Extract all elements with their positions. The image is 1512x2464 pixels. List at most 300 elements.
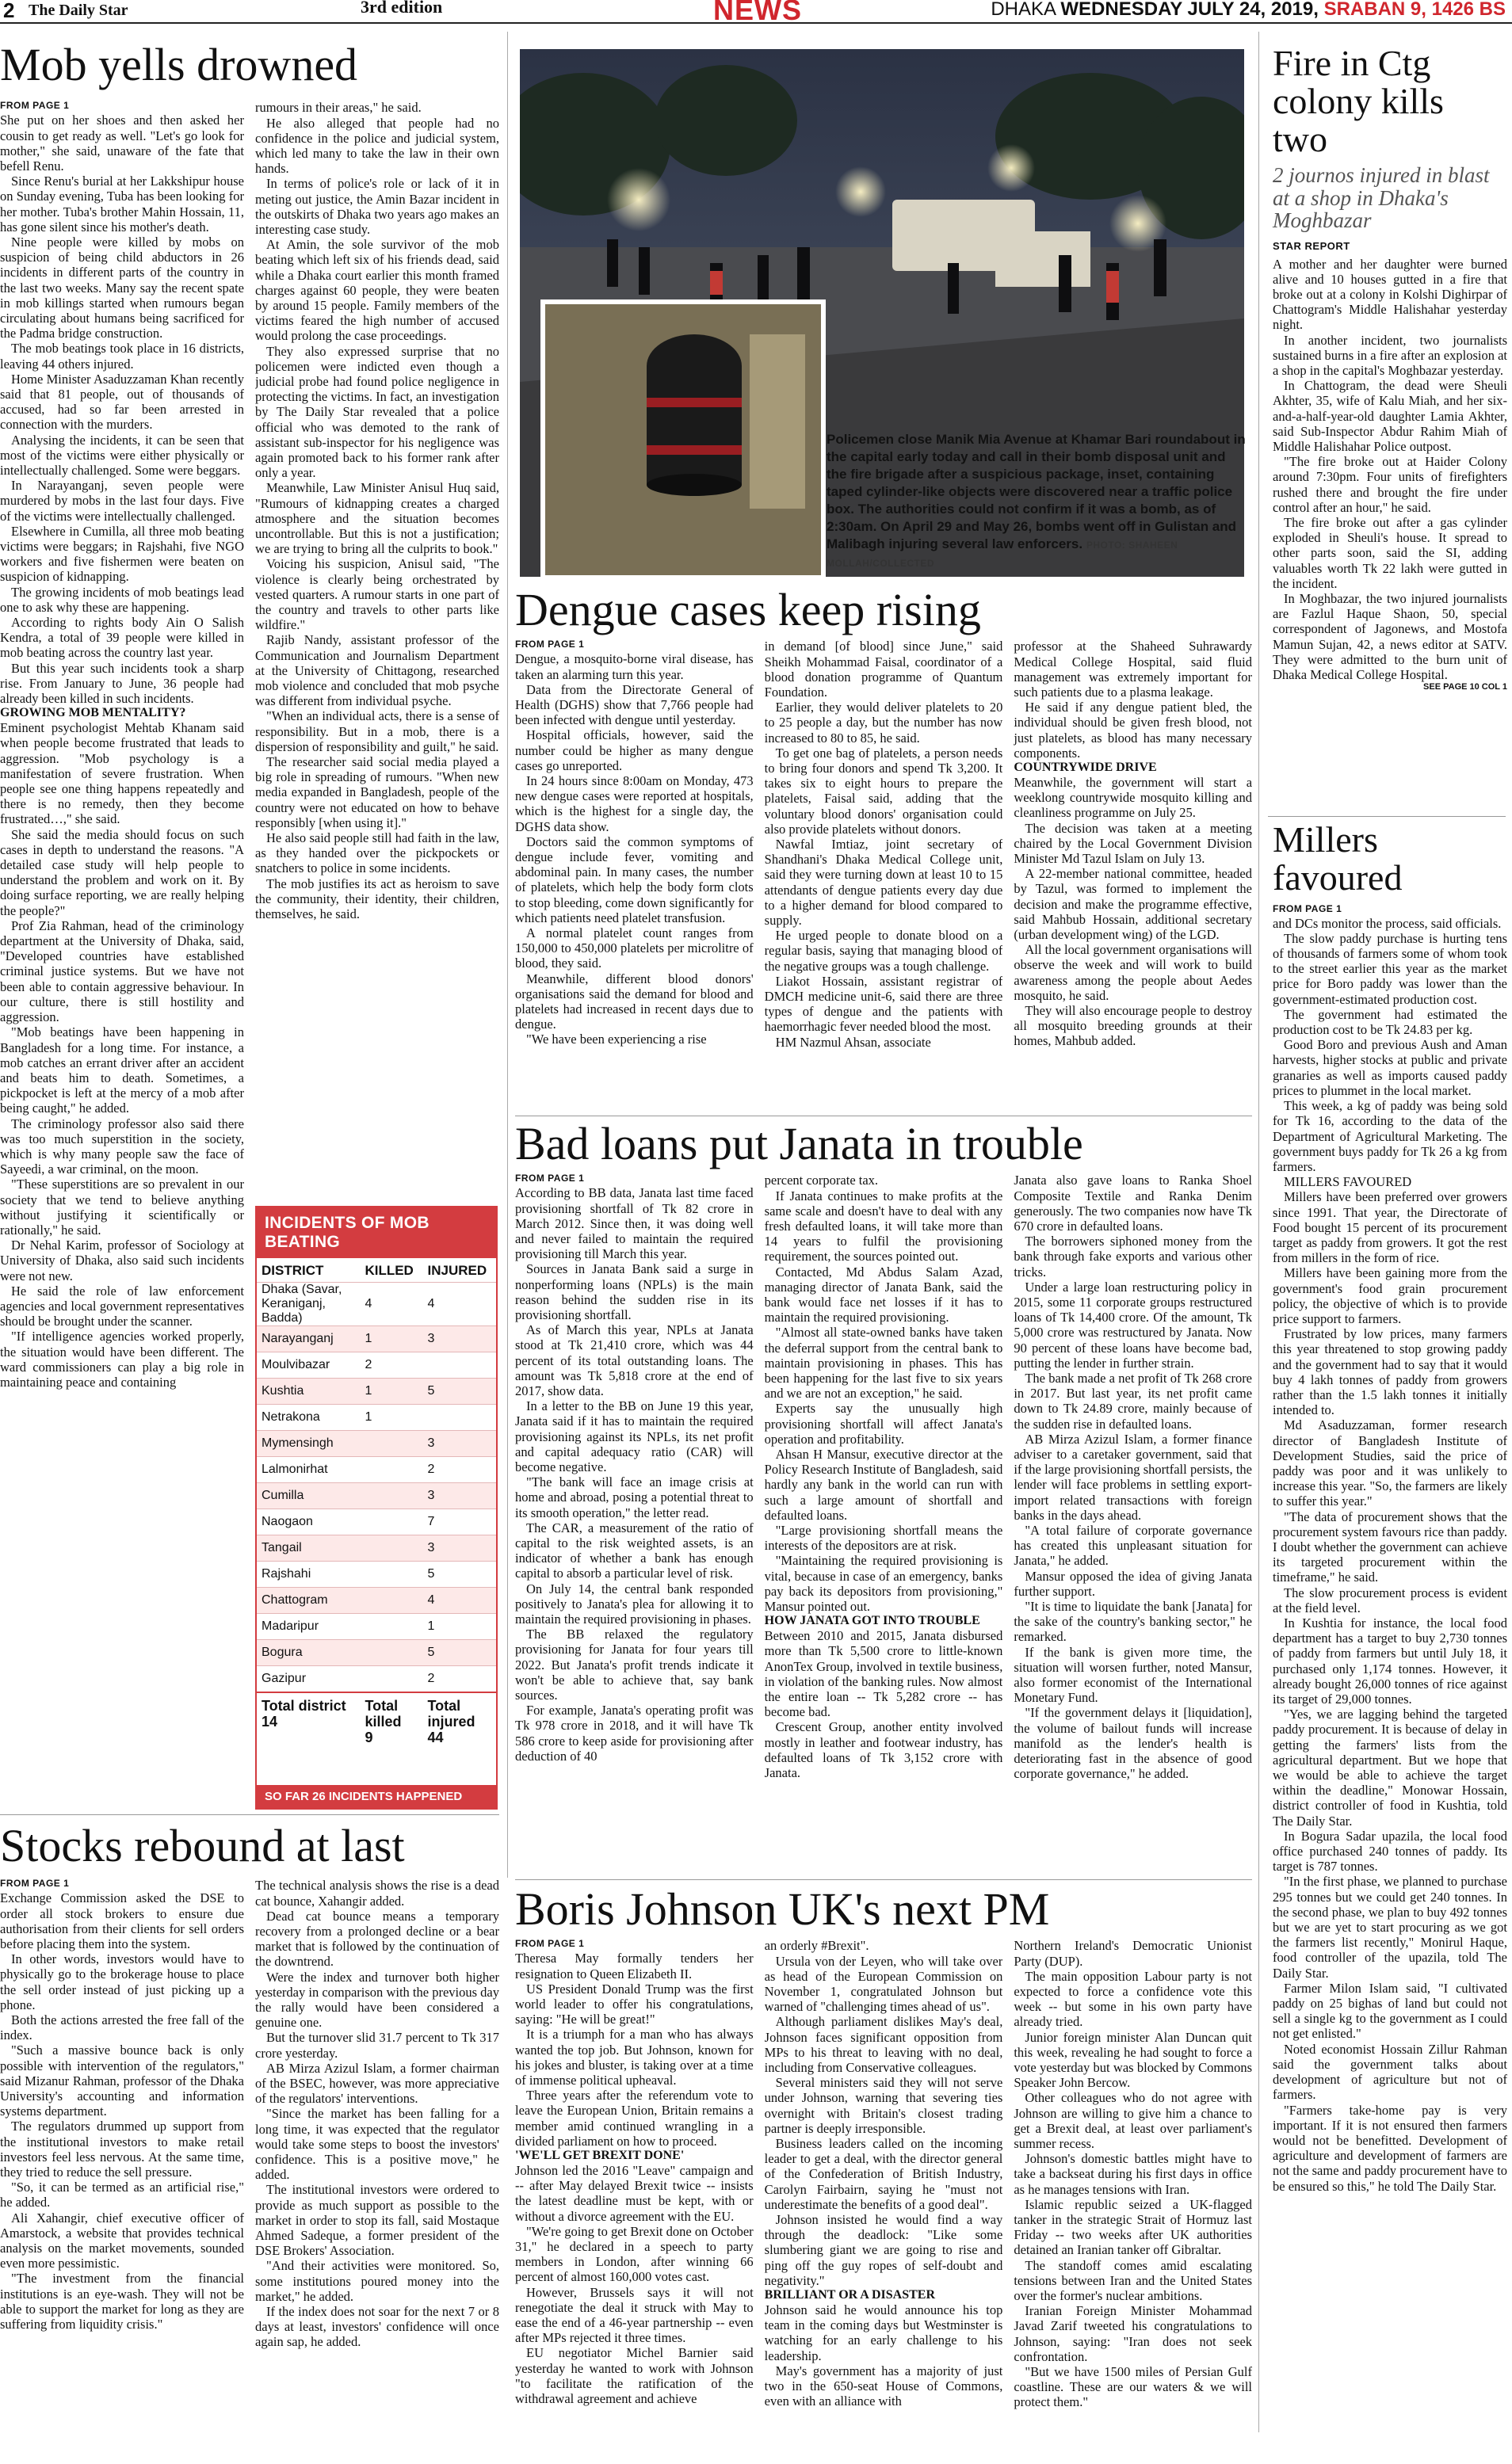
cell-injured: 3	[423, 1326, 496, 1352]
paragraph: Home Minister Asaduzzaman Khan recently said that 81 people, out of thousands of accused, had so far been arrested in connection with the murders.	[0, 371, 244, 433]
paragraph: Mansur opposed the idea of giving Janata further support.	[1014, 1568, 1253, 1599]
paragraph: According to rights body Ain O Salish Kendra, a total of 39 people were killed in mob beating across the country last year.	[0, 615, 244, 661]
paragraph: rumours in their areas," he said.	[255, 100, 422, 116]
paragraph: But the turnover slid 31.7 percent to Tk 317 crore yesterday.	[255, 2030, 499, 2061]
paragraph: "So, it can be termed as an artificial rise," he added.	[0, 2180, 244, 2210]
section-label: NEWS	[713, 0, 802, 26]
story-boris	[515, 1883, 1253, 2437]
boris-col-3-text	[1014, 1938, 1252, 2409]
table-row	[257, 1457, 496, 1483]
boris-col-2b-text	[765, 2302, 1003, 2409]
paragraph: But this year such incidents took a sharp rise. From January to June, 36 people had already been killed in such incidents.	[0, 660, 244, 707]
dateline	[991, 0, 1506, 21]
table-row	[257, 1326, 496, 1352]
paragraph: In Chattogram, the dead were Sheuli Akhter, 35, wife of Kalu Miah, and her six-and-a-half-year-old daughter Lamia Akhter, said Sub-Inspector Abdur Rahim Miah of Middle Halishahar Police outpost.	[1273, 378, 1507, 454]
masthead	[0, 0, 1512, 24]
cell-injured: 5	[423, 1562, 496, 1588]
paragraph: "In the first phase, we planned to purchase 295 tonnes but we could get 240 tonnes. In the second phase, we plan to buy 492 tonnes but we are yet to start procuring as we got the farmers list recently," Monirul Haque, food controller of the upazila, told The Daily Star.	[1273, 1874, 1507, 1981]
paragraph: Contacted, Md Abdus Salam Azad, managing director of Janata Bank, said the bank would face net losses if it has to maintain the required provisioning.	[764, 1264, 1003, 1325]
table-row	[257, 1640, 496, 1666]
paragraph: Dead cat bounce means a temporary recovery from a prolonged decline or a bear market that is followed by the continuation of the downtrend.	[255, 1908, 499, 1970]
dengue-col-1-text	[515, 651, 754, 1047]
paragraph: The standoff comes amid escalating tensions between Iran and the United States over the former's nuclear ambitions.	[1014, 2257, 1253, 2303]
table-row	[257, 1379, 496, 1405]
cell-killed: 1	[360, 1326, 422, 1352]
paragraph: Since Renu's burial at her Lakkshipur house on Sunday evening, Tuba has been looking for her mother. Tuba's brother Mahin Hossain, 11, has gone silent since his mother's death.	[0, 174, 244, 235]
paragraph: On July 14, the central bank responded positively to Janata's plea for allowing it to maintain the required provisioning in phases.	[515, 1581, 754, 1627]
paragraph: Other colleagues who do not agree with Johnson are willing to give him a chance to get a Brexit deal, at least over parliament's summer recess.	[1014, 2090, 1253, 2151]
paragraph: Although parliament dislikes May's deal, Johnson faces significant opposition from MPs to his threat to leaving with no deal, including from Conservative colleagues.	[764, 2014, 1003, 2075]
column-rule	[1258, 32, 1259, 2432]
cell-injured: 2	[423, 1666, 496, 1693]
paragraph: Theresa May formally tenders her resignation to Queen Elizabeth II.	[515, 1951, 754, 1981]
paragraph: Farmer Milon Islam said, "I cultivated paddy on 25 bighas of land but could not sell a single kg to the government as I could not get enlisted."	[1273, 1980, 1507, 2042]
paragraph: The slow procurement process is evident at the field level.	[1273, 1585, 1507, 1615]
from-page-label: FROM PAGE 1	[515, 639, 585, 650]
cell-district: Cumilla	[257, 1483, 360, 1509]
mob-subhead: GROWING MOB MENTALITY?	[0, 706, 186, 720]
paragraph: "Such a massive bounce back is only possible with intervention of the regulators," said Mizanur Rahman, professor of the Dhaka University's accounting and information systems department.	[0, 2043, 244, 2119]
paragraph: This week, a kg of paddy was being sold for Tk 16, according to the data of the Department of Agricultural Marketing. The government buys paddy for Tk 26 a kg from farmers.	[1273, 1098, 1507, 1174]
paragraph: "If the government delays it [liquidation], the volume of bailout funds will increase manifold as the lender's health is deteriorating fast in the absence of good corporate governance," he added.	[1014, 1705, 1253, 1782]
paragraph: "We're going to get Brexit done on October 31," he declared in a speech to party members in London, after winning 66 percent of almost 160,000 votes cast.	[515, 2223, 754, 2285]
paragraph: Johnson's domestic battles might have to take a backseat during his first days in office as he manages tensions with Iran.	[1014, 2151, 1253, 2197]
paragraph: Meanwhile, Law Minister Anisul Huq said, "Rumours of kidnapping creates a charged atmosphere and the situation becomes uncontrollable. But this is not a justification; we are trying to bring all the culprits to book."	[255, 480, 499, 557]
table-row	[257, 1666, 496, 1693]
paragraph: If Janata continues to make profits at the same scale and doesn't have to deal with any fresh defaulted loans, it will take more than 14 years to fulfil the provisioning requirement, the sources pointed out.	[764, 1188, 1003, 1264]
headline-loans: Bad loans put Janata in trouble	[515, 1118, 1083, 1169]
cell-killed	[360, 1666, 422, 1693]
paragraph: The researcher said social media played a big role in spreading of rumours. "When new media expanded in Bangladesh, people of the country were not educated on how to behave responsibly [when using it]."	[255, 754, 499, 830]
paragraph: In other words, investors would have to physically go to the brokerage house to place the sell order instead of just picking up a phone.	[0, 1951, 244, 2012]
boris-col-2	[765, 1938, 1003, 2429]
cell-injured: 4	[423, 1588, 496, 1614]
paragraph: "Large provisioning shortfall means the interests of the depositors are at risk.	[764, 1522, 1003, 1554]
paragraph: They will also encourage people to destroy all mosquito breeding grounds at their homes, Mahbub added.	[1014, 1002, 1253, 1049]
paragraph: Rajib Nandy, assistant professor of the Communication and Journalism Department at the University of Chittagong, researched mob violence and concluded that mob psyche was different from individual psyche.	[255, 632, 499, 709]
paragraph: Were the index and turnover both higher yesterday in comparison with the previous day the rally would have been considered a genuine one.	[255, 1969, 499, 2031]
paragraph: According to BB data, Janata last time faced provisioning shortfall of Tk 82 crore in March 2012. Since then, it was doing well and never failed to maintain the required provisioning till March this year.	[515, 1185, 754, 1262]
paragraph: In terms of police's role or lack of it in meting out justice, the Amin Bazar incident in the outskirts of Dhaka two years ago makes an interesting case study.	[255, 176, 499, 237]
paragraph: Ahsan H Mansur, executive director at the Policy Research Institute of Bangladesh, said hardly any bank in the world can run with such a large amount of shortfall and defaulted loans.	[764, 1446, 1003, 1523]
cell-injured: 5	[423, 1379, 496, 1405]
paragraph: Three years after the referendum vote to leave the European Union, Britain remains a member amid continued wrangling in a divided parliament on how to proceed.	[515, 2088, 754, 2149]
section-rule	[515, 1879, 1252, 1880]
photo-credit: PHOTO: SHAHEEN MOLLAH/COLLECTED	[827, 540, 1178, 569]
infobox-title: INCIDENTS OF MOB BEATING	[257, 1207, 496, 1258]
cell-district: Gazipur	[257, 1666, 360, 1693]
paragraph: AB Mirza Azizul Islam, a former finance adviser to a caretaker government, said that if the large provisioning shortfall persists, the lender will face problems in settling export-import related transactions with foreign banks in the days ahead.	[1014, 1431, 1253, 1523]
paragraph: Under a large loan restructuring policy in 2015, some 11 corporate groups restructured loans of Tk 14,400 crore. Of the amount, Tk 5,000 crore was restructured by Janata. Now 90 percent of these loans have become bad, putting the lender in further strain.	[1014, 1279, 1253, 1371]
table-row	[257, 1283, 496, 1326]
cell-injured: 4	[423, 1283, 496, 1326]
paragraph: In 24 hours since 8:00am on Monday, 473 new dengue cases were reported at hospitals, which is the highest for a single day, the DGHS data show.	[515, 772, 754, 834]
paragraph: He said the role of law enforcement agencies and local government representatives should be brought under the scanner.	[0, 1283, 244, 1329]
paragraph: The growing incidents of mob beatings lead one to ask why these are happening.	[0, 584, 244, 615]
stocks-col-1-text	[0, 1890, 244, 2332]
paragraph: The institutional investors were ordered to provide as much support as possible to the market in order to stop its fall, said Mostaque Ahmed Sadeque, a former president of the DSE Brokers' Association.	[255, 2182, 499, 2259]
cell-killed: 1	[360, 1379, 422, 1405]
paragraph: Both the actions arrested the free fall of the index.	[0, 2012, 244, 2043]
dengue-col-2-text	[765, 639, 1003, 1049]
table-row	[257, 1614, 496, 1640]
story-millers	[1273, 821, 1507, 2437]
cell-killed	[360, 1483, 422, 1509]
total-district: Total district 14	[257, 1692, 360, 1745]
total-killed: Total killed 9	[360, 1692, 422, 1745]
paragraph: an orderly #Brexit".	[764, 1938, 869, 1954]
table-row	[257, 1588, 496, 1614]
dengue-col-2	[765, 639, 1003, 1101]
paragraph: For example, Janata's operating profit was Tk 978 crore in 2018, and it will have Tk 586 crore to keep aside for provisioning after deduction of 40	[515, 1703, 754, 1764]
paragraph: "We have been experiencing a rise	[526, 1032, 707, 1047]
headline-fire: Fire in Ctg colony kills two	[1273, 43, 1444, 159]
incidents-table	[257, 1258, 496, 1745]
cell-district: Madaripur	[257, 1614, 360, 1640]
paragraph: As of March this year, NPLs at Janata stood at Tk 21,410 crore, which was 44 percent of its total outstanding loans. The amount was Tk 5,818 crore at the end of 2017, show data.	[515, 1322, 754, 1398]
boris-subhead-1: 'WE'LL GET BREXIT DONE'	[515, 2148, 685, 2162]
paragraph: Analysing the incidents, it can be seen that most of the victims were either physically or intellectually challenged. Some were beggars.	[0, 432, 244, 478]
from-page-label: FROM PAGE 1	[515, 1173, 585, 1184]
loans-col-1-text	[515, 1185, 754, 1764]
paragraph: AB Mirza Azizul Islam, a former chairman of the BSEC, however, was more appreciative of the regulators' interventions.	[255, 2060, 499, 2107]
cell-district: Naogaon	[257, 1509, 360, 1535]
paragraph: In Bogura Sadar upazila, the local food office purchased 240 tonnes of paddy. Its target is 787 tonnes.	[1273, 1828, 1507, 1875]
paragraph: "Mob beatings have been happening in Bangladesh for a long time. For instance, a mob catches an errant driver after an accident and beats him to death. Sometimes, a pickpocket is left at the mercy of a mob after being caught," he added.	[0, 1024, 244, 1116]
paragraph: Nine people were killed by mobs on suspicion of being child abductors in 26 incidents in different parts of the country in the last two weeks. Many say the recent spate in mob killings started when rumours began circulating about humans being sacrificed for the Padma bridge construction.	[0, 234, 244, 341]
paragraph: If the bank is given more time, the situation will worsen further, noted Mansur, also former economist of the International Monetary Fund.	[1014, 1644, 1253, 1706]
cell-district: Tangail	[257, 1535, 360, 1562]
paragraph: The mob justifies its act as heroism to save the community, their identity, their children, themselves, he said.	[255, 875, 499, 922]
dengue-col-3b-text	[1014, 775, 1252, 1049]
paragraph: Millers have been preferred over growers since 1991. That year, the Directorate of Food bought 15 percent of its procurement target as paddy from growers. It got the rest from millers in the form of rice.	[1273, 1189, 1507, 1266]
paragraph: The CAR, a measurement of the ratio of capital to the risk weighted assets, is an indicator of whether a bank has enough capital to absorb a particular level of risk.	[515, 1520, 754, 1581]
cell-district: Netrakona	[257, 1405, 360, 1431]
dengue-col-3	[1014, 639, 1252, 1101]
stocks-col-1	[0, 1878, 244, 2432]
paragraph: The regulators drummed up support from the institutional investors to make retail investors feel less nervous. At the same time, they tried to reduce the sell pressure.	[0, 2119, 244, 2180]
boris-col-1	[515, 1938, 754, 2429]
paragraph: A normal platelet count ranges from 150,000 to 450,000 platelets per microlitre of blood, they said.	[515, 925, 754, 971]
paragraph: At Amin, the sole survivor of the mob beating which left six of his friends dead, said while a Dhaka court earlier this month framed charges against 60 people, they were beaten by around 15 people. Family members of the victims feared the high number of accused would prolong the case proceedings.	[255, 237, 499, 344]
paragraph: The main opposition Labour party is not expected to force a confidence vote this week -- but some in his own party have already tried.	[1014, 1968, 1253, 2030]
paragraph: Sources in Janata Bank said a surge in nonperforming loans (NPLs) is the main reason behind the sudden rise in its provisioning shortfall.	[515, 1261, 754, 1322]
paragraph: Johnson said he would announce his top team in the coming days but Westminster is watching for an early challenge to his leadership.	[764, 2302, 1003, 2363]
paragraph: Earlier, they would deliver platelets to 20 to 25 people a day, but the number has now increased to 80 to 85, he said.	[764, 700, 1003, 746]
table-row	[257, 1535, 496, 1562]
dengue-col-1	[515, 639, 754, 1101]
paragraph: Islamic republic seized a UK-flagged tanker in the strategic Strait of Hormuz last Friday -- two weeks after UK authorities detained an Iranian tanker off Gibraltar.	[1014, 2196, 1253, 2258]
cell-injured: 2	[423, 1457, 496, 1483]
paragraph: Johnson led the 2016 "Leave" campaign and -- after May delayed Brexit twice -- insists the latest deadline must be kept, with or without a divorce agreement with the EU.	[515, 2162, 754, 2224]
paragraph: Liakot Hossain, assistant registrar of DMCH medicine unit-6, said there are three types of dengue and the patients with haemorrhagic fever needed blood the most.	[764, 973, 1003, 1035]
paragraph: EU negotiator Michel Barnier said yesterday he wanted to work with Johnson "to facilitate the ratification of the withdrawal agreement and achieve	[515, 2345, 754, 2406]
paragraph: If the index does not soar for the next 7 or 8 days at least, investors' confidence will once again sap, he added.	[255, 2304, 499, 2350]
dateline-bangla: SRABAN 9, 1426 BS	[1323, 0, 1506, 20]
headline-mob: Mob yells drowned	[0, 39, 358, 90]
story-fire	[1273, 44, 1507, 813]
infobox-footer: SO FAR 26 INCIDENTS HAPPENED	[257, 1785, 496, 1808]
cell-injured	[423, 1352, 496, 1379]
cell-district: Bogura	[257, 1640, 360, 1666]
millers-col	[1273, 903, 1507, 2464]
cell-district: Chattogram	[257, 1588, 360, 1614]
paragraph: Johnson insisted he would find a way through the deadlock: "Like some slumbering giant we are going to rise and ping off the guy ropes of self-doubt and negativity."	[764, 2211, 1003, 2288]
paragraph: Dr Nehal Karim, professor of Sociology at University of Dhaka, also said such incidents were not new.	[0, 1238, 244, 1283]
paragraph: In another incident, two journalists sustained burns in a fire after an explosion at a shop in the capital's Moghbazar yesterday.	[1273, 332, 1507, 378]
col-header-district: DISTRICT	[262, 1263, 324, 1278]
loans-col-3-text	[1014, 1173, 1252, 1781]
paragraph: However, Brussels says it will not renegotiate the deal it struck with May to ease the end of a 46-year partnership -- even after MPs rejected it three times.	[515, 2284, 754, 2346]
cell-killed	[360, 1457, 422, 1483]
paragraph: "Farmers take-home pay is very important. If it is not ensured then farmers would not be benefitted. Development of agriculture and development of farmers are not the same and paddy procurement have to be ensured so this," he told The Daily Star.	[1273, 2102, 1507, 2194]
paragraph: Prof Zia Rahman, head of the criminology department at the University of Dhaka, said, "Developed countries have established criminal justice systems. But we have not been able to contain aggressive behaviour. In our culture, there is still hostility and aggression.	[0, 917, 244, 1025]
total-injured: Total injured 44	[423, 1692, 496, 1745]
boris-col-1-text	[515, 1951, 754, 2149]
cell-district: Moulvibazar	[257, 1352, 360, 1379]
table-row	[257, 1352, 496, 1379]
boris-col-1b-text	[515, 2163, 754, 2406]
paragraph: A mother and her daughter were burned alive and 10 houses gutted in a fire that broke out at a colony in Kolshi Dighirpar of Chattogram's Middle Halishahar yesterday night.	[1273, 256, 1507, 333]
paragraph: Exchange Commission asked the DSE to order all stock brokers to ensure due authorisation from their clients for sell orders before placing them into the system.	[0, 1890, 244, 1951]
paragraph: US President Donald Trump was the first world leader to offer his congratulations, saying: "He will be great!"	[515, 1981, 754, 2027]
cell-district: Rajshahi	[257, 1562, 360, 1588]
section-rule	[1268, 816, 1506, 817]
from-page-label: FROM PAGE 1	[515, 1938, 585, 1950]
paragraph: All the local government organisations will observe the week and will work to build awareness among the people about Aedes mosquito, he said.	[1014, 942, 1253, 1003]
mob-col-1b-text	[0, 720, 244, 1390]
cell-killed	[360, 1640, 422, 1666]
cell-district: Lalmonirhat	[257, 1457, 360, 1483]
paragraph: To get one bag of platelets, a person needs to bring four donors and spend Tk 3,200. It takes six to eight hours to prepare the platelets, Faisal said, adding that the voluntary blood donors' organisation could also provide platelets without donors.	[764, 745, 1003, 837]
paragraph: Good Boro and previous Aush and Aman harvests, higher stocks at public and private granaries as well as imports caused paddy prices to plummet in the local market.	[1273, 1037, 1507, 1098]
dek-fire: 2 journos injured in blast at a shop in Dhaka's Moghbazar	[1273, 163, 1490, 233]
paragraph: The technical analysis shows the rise is a dead cat bounce, Xahangir added.	[255, 1878, 499, 1909]
paragraph: "The investment from the financial institutions is an eye-wash. They will not be able to support the market for long as they are suffering from liquidity crisis."	[0, 2271, 244, 2332]
table-row	[257, 1483, 496, 1509]
paragraph: Voicing his suspicion, Anisul said, "The violence is clearly being orchestrated by vested quarters. A rumour starts in one part of the country and travels to other parts like wildfire."	[255, 556, 499, 633]
cell-killed	[360, 1562, 422, 1588]
paragraph: Crescent Group, another entity involved mostly in leather and footwear industry, has defaulted loans of Tk 3,152 crore with Janata.	[764, 1719, 1003, 1781]
paragraph: "When an individual acts, there is a sense of responsibility. But in a mob, there is a dispersion of responsibility and guilt," he said.	[255, 708, 499, 754]
from-page-label: FROM PAGE 1	[0, 1878, 70, 1890]
paragraph: "But we have 1500 miles of Persian Gulf coastline. These are our waters & we will protect them."	[1014, 2364, 1253, 2410]
headline-boris: Boris Johnson UK's next PM	[515, 1883, 1050, 1935]
paragraph: Experts say the unusually high provisioning shortfall will affect Janata's operation and profitability.	[764, 1401, 1003, 1447]
cell-district: Kushtia	[257, 1379, 360, 1405]
paragraph: Md Asaduzzaman, former research director of Bangladesh Institute of Development Studies, said the price of paddy was poor and it was unlikely to increase this year. "So, the farmers are likely to suffer this year."	[1273, 1417, 1507, 1509]
paragraph: The fire broke out after a gas cylinder exploded in Sheuli's house. It spread to other parts soon, said the SI, adding valuables worth Tk 22 lakh were gutted in the incident.	[1273, 514, 1507, 591]
paragraph: "The bank will face an image crisis at home and abroad, posing a potential threat to its smooth operation," the letter read.	[515, 1474, 754, 1520]
loans-col-3	[1014, 1173, 1252, 1867]
millers-text	[1273, 916, 1507, 2194]
fire-text	[1273, 257, 1507, 683]
section-rule	[0, 1814, 499, 1815]
paragraph: Business leaders called on the incoming leader to get a deal, with the director general of the Confederation of British Industry, Carolyn Fairbairn, saying he "must not underestimate the benefits of a good deal".	[764, 2135, 1003, 2212]
paragraph: "And their activities were monitored. So, some institutions poured money into the market," he added.	[255, 2258, 499, 2304]
paragraph: Iranian Foreign Minister Mohammad Javad Zarif tweeted his congratulations to Johnson, saying: "Iran does not seek confrontation.	[1014, 2303, 1253, 2364]
cell-killed	[360, 1614, 422, 1640]
paragraph: "Since the market has been falling for a long time, it was expected that the regulator would take some steps to boost the investors' confidence. This is a positive move," he added.	[255, 2106, 499, 2183]
loans-col-2b-text	[765, 1628, 1003, 1780]
paragraph: and DCs monitor the process, said officials.	[1273, 915, 1502, 931]
paragraph: percent corporate tax.	[764, 1173, 879, 1188]
paragraph: Between 2010 and 2015, Janata disbursed more than Tk 5,500 crore to little-known AnonTex Group, involved in textile business, in violation of the banking rules. Now almost the entire loan -- Tk 5,282 crore -- has become bad.	[764, 1628, 1003, 1720]
totals-row	[257, 1692, 496, 1745]
cell-district: Mymensingh	[257, 1431, 360, 1457]
paragraph: The BB relaxed the regulatory provisioning for Janata for four years till 2022. But Janata's profit trends indicate it won't be able to achieve that, say bank sources.	[515, 1627, 754, 1703]
paragraph: Data from the Directorate General of Health (DGHS) show that 7,766 people had been infected with dengue until yesterday.	[515, 681, 754, 728]
cell-killed	[360, 1509, 422, 1535]
paragraph: professor at the Shaheed Suhrawardy Medical College Hospital, said fluid management was extremely important for such patients due to a plasma leakage.	[1014, 639, 1253, 700]
col-header-killed: KILLED	[365, 1263, 414, 1278]
paragraph: "Almost all state-owned banks have taken the deferral support from the central bank to maintain provisioning in phases. This has been happening for the last five to six years and we are not an exception," he said.	[764, 1325, 1003, 1402]
cell-injured: 5	[423, 1640, 496, 1666]
boris-subhead-2: BRILLIANT OR A DISASTER	[764, 2287, 936, 2302]
paragraph: "Maintaining the required provisioning is vital, because in case of an emergency, banks pay back its depositors from provisioning," Mansur pointed out.	[764, 1553, 1003, 1614]
paragraph: Frustrated by low prices, many farmers this year threatened to stop growing paddy and the government had to say that it would buy 4 lakh tonnes of paddy from growers rather than the 1.5 lakh tonnes it initially intended to.	[1273, 1326, 1507, 1418]
paragraph: It is a triumph for a man who has always wanted the top job. But Johnson, known for his jokes and bluster, is taking over at a time of immense political upheaval.	[515, 2027, 754, 2088]
cell-district: Dhaka (Savar, Keraniganj, Badda)	[257, 1283, 360, 1326]
paragraph: HM Nazmul Ahsan, associate	[775, 1034, 931, 1050]
paragraph: Elsewhere in Cumilla, all three mob beating victims were beggars; in Rajshahi, five NGO workers and five fishermen were beaten on suspicion of kidnapping.	[0, 523, 244, 585]
cell-killed	[360, 1535, 422, 1562]
cell-injured: 3	[423, 1483, 496, 1509]
paragraph: Northern Ireland's Democratic Unionist Party (DUP).	[1014, 1938, 1253, 1969]
photo-caption	[827, 431, 1247, 572]
cell-killed: 2	[360, 1352, 422, 1379]
paragraph: "The data of procurement shows that the procurement system favours rice than paddy. I doubt whether the government can achieve its targeted procurement within the timeframe," he said.	[1273, 1509, 1507, 1585]
col-header-injured: INJURED	[427, 1263, 487, 1278]
story-dengue	[515, 586, 1252, 1109]
loans-col-1	[515, 1173, 754, 1867]
dateline-city: DHAKA	[991, 0, 1056, 20]
paragraph: Hospital officials, however, said the number could be higher as many dengue cases go unreported.	[515, 727, 754, 773]
paragraph: The slow paddy purchase is hurting tens of thousands of farmers some of whom took to the street earlier this year as the market price for Boro paddy was lower than the government-estimated production cost.	[1273, 930, 1507, 1007]
paragraph: She put on her shoes and then asked her cousin to get ready as well. "Let's go look for mother," she said, unaware of the fate that befell Renu.	[0, 113, 244, 174]
paragraph: MILLERS FAVOURED	[1284, 1174, 1412, 1190]
paragraph: "These superstitions are so prevalent in our society that we tend to believe anything without justifying it scientifically or rationally," he said.	[0, 1177, 244, 1238]
paragraph: "A total failure of corporate governance has created this unpleasant situation for Janata," he added.	[1014, 1522, 1253, 1569]
cell-district: Narayanganj	[257, 1326, 360, 1352]
paragraph: They also expressed surprise that no policemen were indicted even though a judicial probe had found police negligence in protecting the victims. In fact, an investigation by The Daily Star revealed that a police official who was demoted to the rank of assistant sub-inspector for his negligence was again promoted back to his former rank after only a year.	[255, 343, 499, 481]
paragraph: The borrowers siphoned money from the bank through fake exports and various other tricks.	[1014, 1234, 1253, 1280]
dengue-subhead: COUNTRYWIDE DRIVE	[1014, 760, 1157, 774]
paragraph: The bank made a net profit of Tk 268 crore in 2017. But last year, its net profit came down to Tk 24.89 crore, mainly because of the sudden rise in defaulted loans.	[1014, 1370, 1253, 1432]
paragraph: The government had estimated the production cost to be Tk 24.83 per kg.	[1273, 1006, 1507, 1038]
paragraph: Dengue, a mosquito-borne viral disease, has taken an alarming turn this year.	[515, 651, 754, 682]
cell-killed	[360, 1431, 422, 1457]
paragraph: Ursula von der Leyen, who will take over as head of the European Commission on November 1, congratulated Johnson but warned of "challenging times ahead of us".	[764, 1953, 1003, 2015]
mob-col-2-text	[255, 100, 499, 921]
table-row	[257, 1431, 496, 1457]
headline-dengue: Dengue cases keep rising	[515, 584, 981, 635]
edition-label: 3rd edition	[361, 0, 443, 17]
byline-fire: STAR REPORT	[1273, 239, 1350, 252]
cell-injured: 3	[423, 1535, 496, 1562]
paragraph: "If intelligence agencies worked properly, the situation would have been different. The ward commissioners can play a big role in maintaining peace and containing	[0, 1329, 244, 1390]
paragraph: The decision was taken at a meeting chaired by the Local Government Division Minister Md Tazul Islam on July 13.	[1014, 820, 1253, 866]
paragraph: Ali Xahangir, chief executive officer of Amarstock, a website that provides technical analysis on the market movements, sounded even more pessimistic.	[0, 2210, 244, 2271]
paragraph: A 22-member national committee, headed by Tazul, was formed to implement the decision and make the programme effective, said Mahbub Hossain, additional secretary (urban development wing) of the LGD.	[1014, 866, 1253, 942]
mob-col-1-text	[0, 113, 244, 706]
cell-killed	[360, 1588, 422, 1614]
table-row	[257, 1562, 496, 1588]
mob-col-1	[0, 100, 244, 1802]
paragraph: Several ministers said they will not serve under Johnson, warning that severing ties overnight with Britain's closest trading partner is deeply irresponsible.	[764, 2075, 1003, 2136]
dengue-col-3-text	[1014, 639, 1252, 761]
headline-stocks: Stocks rebound at last	[0, 1820, 405, 1871]
loans-col-2	[765, 1173, 1003, 1867]
dateline-date: WEDNESDAY JULY 24, 2019,	[1060, 0, 1319, 20]
paragraph: He also alleged that people had no confidence in the police and judicial system, which led many to take the law in their own hands.	[255, 115, 499, 177]
cell-injured: 7	[423, 1509, 496, 1535]
paragraph: Millers have been gaining more from the government's food grain procurement policy, the objective of which is to provide price support to farmers.	[1273, 1265, 1507, 1326]
paragraph: Eminent psychologist Mehtab Khanam said when people become frustrated that leads to aggression. "Mob psychology is a manifestation of severe frustration. When people see one thing happens repeatedly and there is no remedy, then they become frustrated…," she said.	[0, 720, 244, 827]
paragraph: Meanwhile, the government will start a weeklong countrywide mosquito killing and cleanliness programme on July 25.	[1014, 774, 1253, 821]
jump-line: SEE PAGE 10 COL 1	[1423, 682, 1507, 692]
cell-killed: 4	[360, 1283, 422, 1326]
column-rule	[507, 32, 508, 1878]
fire-col	[1273, 257, 1507, 811]
paragraph: The criminology professor also said there was too much superstition in the society, which is why many people saw the face of Sayeedi, a war criminal, on the moon.	[0, 1116, 244, 1177]
story-stocks	[0, 1822, 499, 2437]
paragraph: The mob beatings took place in 16 districts, leaving 44 others injured.	[0, 341, 244, 372]
cell-injured: 3	[423, 1431, 496, 1457]
paragraph: Junior foreign minister Alan Duncan quit this week, revealing he had sought to force a vote yesterday but was blocked by Commons Speaker John Bercow.	[1014, 2029, 1253, 2091]
mob-col-2	[255, 100, 499, 1177]
paper-name: The Daily Star	[29, 2, 128, 19]
paragraph: Janata also gave loans to Ranka Shoel Composite Textile and Ranka Denim generously. The two companies now have Tk 670 crore in defaulted loans.	[1014, 1173, 1253, 1234]
paragraph: Meanwhile, different blood donors' organisations said the demand for blood and platelets had increased in recent days due to dengue.	[515, 971, 754, 1032]
loans-subhead: HOW JANATA GOT INTO TROUBLE	[764, 1614, 980, 1628]
paragraph: May's government has a majority of just two in the 650-seat House of Commons, even with an alliance with	[764, 2363, 1003, 2409]
loans-col-2-text	[765, 1173, 1003, 1614]
paragraph: "It is time to liquidate the bank [Janata] for the sake of the country's banking sector," he remarked.	[1014, 1599, 1253, 1645]
paragraph: In Moghbazar, the two injured journalists are Fazlul Haque Shaon, 50, special correspondent of Jagonews, and Mostofa Mamun Sujan, 42, a news editor at SATV. They were admitted to the burn unit of Dhaka Medical College Hospital.	[1273, 590, 1507, 682]
paragraph: In a letter to the BB on June 19 this year, Janata said if it has to maintain the required provisioning against its NPLs, its net profit and capital adequacy ratio (CAR) will become negative.	[515, 1398, 754, 1474]
boris-col-2-text	[765, 1938, 1003, 2288]
paragraph: "The fire broke out at Haider Colony around 7:30pm. Four units of firefighters rushed there and brought the fire under control after an hour," he said.	[1273, 454, 1507, 515]
paragraph: In Narayanganj, seven people were murdered by mobs in the last four days. Five of the victims were intellectually challenged.	[0, 478, 244, 524]
paragraph: Doctors said the common symptoms of dengue include fever, vomiting and abdominal pain. In many cases, the number of platelets, which help the body form clots to stop bleeding, come down significantly for which patients need platelet transfusion.	[515, 833, 754, 925]
cell-injured	[423, 1405, 496, 1431]
from-page-label: FROM PAGE 1	[1273, 902, 1342, 914]
paragraph: Noted economist Hossain Zillur Rahman said the government talks about development of agriculture but not of farmers.	[1273, 2041, 1507, 2103]
paragraph: She said the media should focus on such cases in depth to understand the reasons. "A detailed case study will help people to understand the problem and work on it. By doing surface reporting, we are really helping the people?"	[0, 826, 244, 918]
paragraph: He urged people to donate blood on a regular basis, saying that managing blood of the negative groups was a tough challenge.	[764, 928, 1003, 974]
mob-incidents-table	[255, 1206, 498, 1810]
paragraph: "Yes, we are lagging behind the targeted paddy procurement. It is because of delay in getting the farmers' lists from the agricultural department. But we hope that we would be able to achieve the target within the deadline," Monowar Hossain, district controller of food in Kushtia, told The Daily Star.	[1273, 1707, 1507, 1829]
paragraph: in demand [of blood] since June," said Sheikh Mohammad Faisal, coordinator of a blood donation programme of Quantum Foundation.	[764, 639, 1003, 700]
stocks-col-2-text	[255, 1878, 499, 2349]
caption-text: Policemen close Manik Mia Avenue at Khamar Bari roundabout in the capital early today and call in their bomb disposal unit and the fire brigade after a suspicious package, inset, containing taped cylinder-like objects were discovered near a traffic police box. The authorities could not confirm if it was a bomb, as of 2:30am. On April 29 and May 26, bombs went off in Gulistan and Malibagh injuring several law enforcers.	[827, 432, 1246, 551]
headline-millers: Millers favoured	[1273, 819, 1403, 898]
paragraph: In Kushtia for instance, the local food department has a target to buy 2,730 tonnes of paddy from farmers but until July 18, it purchased only 1,174 tonnes. However, it already bought 26,000 tonnes of rice against its target of 29,000 tonnes.	[1273, 1615, 1507, 1707]
paragraph: He said if any dengue patient bled, the individual should be given fresh blood, not just platelets, as blood has many necessary components.	[1014, 700, 1253, 761]
cell-killed: 1	[360, 1405, 422, 1431]
story-loans	[515, 1120, 1252, 1875]
stocks-col-2	[255, 1878, 499, 2432]
paragraph: Nawfal Imtiaz, joint secretary of Shandhani's Dhaka Medical College unit, said they were turning down at least 10 to 15 attendants of dengue patients every day due to a higher demand for blood compared to supply.	[764, 836, 1003, 928]
paragraph: He also said people still had faith in the law, as they handed over the pickpockets or snatchers to police in some incidents.	[255, 830, 499, 876]
table-row	[257, 1509, 496, 1535]
boris-col-3	[1014, 1938, 1252, 2429]
table-row	[257, 1405, 496, 1431]
page-number: 2	[3, 0, 15, 22]
from-page-label: FROM PAGE 1	[0, 100, 70, 112]
cell-injured: 1	[423, 1614, 496, 1640]
